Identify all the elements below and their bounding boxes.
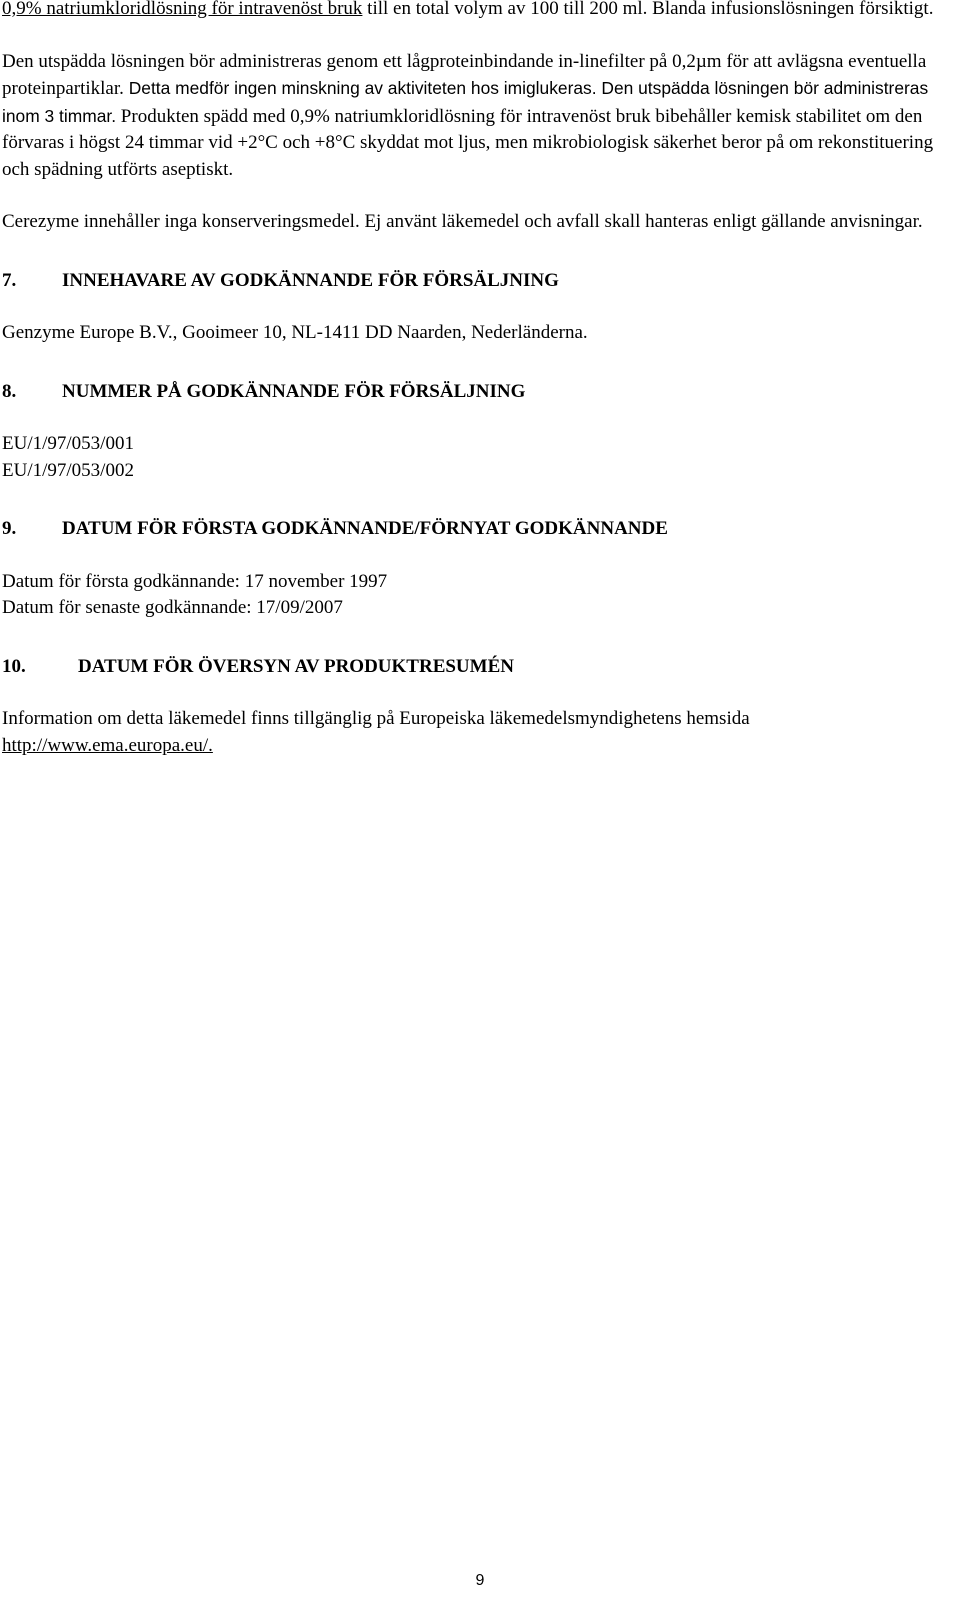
section-title: NUMMER PÅ GODKÄNNANDE FÖR FÖRSÄLJNING [62, 380, 526, 402]
information-text: Information om detta läkemedel finns tillgänglig på Europeiska läkemedelsmyndighetens hemsida [2, 708, 750, 729]
section-number: 9. [2, 518, 17, 539]
stability-sentence: Produkten spädd med 0,9% natriumkloridlösning för intravenöst bruk bibehåller kemisk stabilitet om den förvaras i högst 24 timmar vid +2°C och +8°C skyddat mot ljus, men mikrobiologisk säkerhet beror på om rekonstituering och spädning utförts aseptiskt. [2, 105, 934, 180]
page-number: 9 [475, 1572, 485, 1589]
section-10-heading [2, 654, 952, 681]
section-number: 8. [2, 380, 17, 402]
section-number: 10. [2, 655, 26, 677]
first-authorisation-date: Datum för första godkännande: 17 november 1997 [2, 570, 388, 592]
section-title: DATUM FÖR FÖRSTA GODKÄNNANDE/FÖRNYAT GODKÄNNANDE [62, 518, 668, 539]
filter-sentence: Den utspädda lösningen bör administreras genom ett lågproteinbindande in-linefilter på 0,2µm för att avlägsna eventuella proteinpartiklar. [2, 50, 927, 99]
section-8-heading [2, 379, 952, 406]
section-title: INNEHAVARE AV GODKÄNNANDE FÖR FÖRSÄLJNING [62, 269, 559, 291]
preservative-paragraph: Cerezyme innehåller inga konserveringsmedel. Ej använt läkemedel och avfall skall hanteras enligt gällande anvisningar. [2, 211, 923, 232]
section-9-heading [2, 516, 952, 543]
holder-address: Genzyme Europe B.V., Gooimeer 10, NL-1411 DD Naarden, Nederländerna. [2, 322, 588, 343]
administration-paragraph [2, 49, 952, 184]
ema-website-link[interactable]: http://www.ema.europa.eu/. [2, 734, 213, 756]
authorisation-number: EU/1/97/053/002 [2, 459, 134, 481]
section-title: DATUM FÖR ÖVERSYN AV PRODUKTRESUMÉN [78, 655, 514, 677]
section-number: 7. [2, 269, 17, 291]
intro-paragraph [2, 0, 952, 23]
section-7-heading [2, 268, 952, 295]
intro-rest-text: till en total volym av 100 till 200 ml. Blanda infusionslösningen försiktigt. [362, 0, 934, 19]
activity-sentence: Detta medför ingen minskning av aktiviteten hos imiglukeras. Den utspädda lösningen bör administreras inom 3 timmar. [2, 78, 929, 126]
document-page [2, 0, 952, 759]
authorisation-number: EU/1/97/053/001 [2, 433, 134, 454]
dilution-link-text: 0,9% natriumkloridlösning för intravenöst bruk [2, 0, 363, 19]
renewal-date: Datum för senaste godkännande: 17/09/2007 [2, 597, 343, 618]
